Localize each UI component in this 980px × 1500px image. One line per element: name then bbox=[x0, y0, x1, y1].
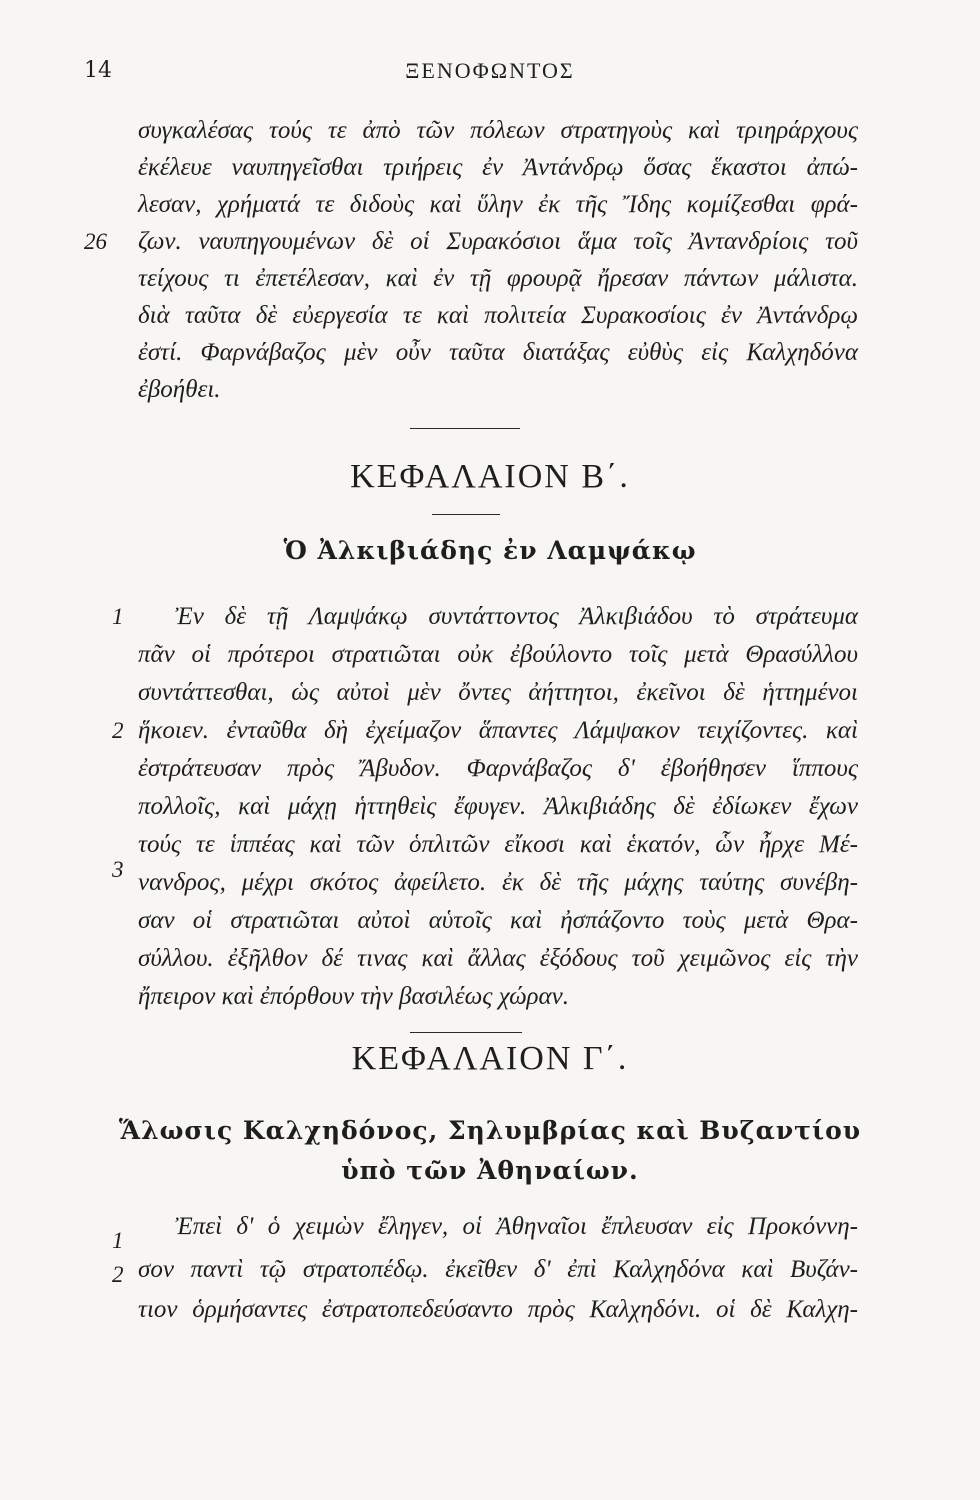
separator-rule bbox=[410, 1032, 522, 1033]
page-number: 14 bbox=[84, 58, 112, 83]
text-line: νανδρος, μέχρι σκότος ἀφείλετο. ἐκ δὲ τῆς μάχης ταύτης συνέβη- bbox=[138, 869, 858, 896]
text-line: ἥκοιεν. ἐνταῦθα δὴ ἐχείμαζον ἅπαντες Λάμψακον τειχίζοντες. καὶ bbox=[138, 717, 858, 744]
text-line: ἐστί. Φαρνάβαζος μὲν οὖν ταῦτα διατάξας εὐθὺς εἰς Καλχηδόνα bbox=[138, 339, 858, 366]
section-number: 3 bbox=[112, 857, 124, 882]
text-line: πολλοῖς, καὶ μάχῃ ἡττηθεὶς ἔφυγεν. Ἀλκιβιάδης δὲ ἐδίωκεν ἔχων bbox=[138, 793, 858, 820]
running-title: ΞΕΝΟΦΩΝΤΟΣ bbox=[405, 58, 575, 83]
heading-rule bbox=[432, 514, 500, 515]
text-line: ἐκέλευε ναυπηγεῖσθαι τριήρεις ἐν Ἀντάνδρῳ ὅσας ἕκαστοι ἀπώ- bbox=[138, 154, 858, 181]
text-line: τείχους τι ἐπετέλεσαν, καὶ ἐν τῇ φρουρᾷ ἤρεσαν πάντων μάλιστα. bbox=[138, 265, 858, 292]
text-line: Ἐν δὲ τῇ Λαμψάκῳ συντάττοντος Ἀλκιβιάδου τὸ στράτευμα bbox=[175, 603, 858, 630]
text-line: Ἐπεὶ δ' ὁ χειμὼν ἔληγεν, οἱ Ἀθηναῖοι ἔπλευσαν εἰς Προκόννη- bbox=[175, 1213, 858, 1240]
text-line: συντάττεσθαι, ὡς αὐτοὶ μὲν ὄντες ἀήττητοι, ἐκεῖνοι δὲ ἡττημένοι bbox=[138, 679, 858, 706]
text-line: ζων. ναυπηγουμένων δὲ οἱ Συρακόσιοι ἅμα τοῖς Ἀντανδρίοις τοῦ bbox=[138, 228, 858, 255]
chapter-subtitle-continued: ὑπὸ τῶν Ἀθηναίων. bbox=[341, 1156, 639, 1185]
chapter-heading: ΚΕΦΑΛΑΙΟΝ Β΄. bbox=[350, 458, 630, 495]
page-header bbox=[0, 58, 980, 88]
text-line: διὰ ταῦτα δὲ εὐεργεσία τε καὶ πολιτεία Συρακοσίοις ἐν Ἀντάνδρῳ bbox=[138, 302, 858, 329]
chapter-subtitle: Ὁ Ἀλκιβιάδης ἐν Λαμψάκῳ bbox=[283, 536, 697, 565]
text-line: τιον ὁρμήσαντες ἐστρατοπεδεύσαντο πρὸς Καλχηδόνι. οἱ δὲ Καλχη- bbox=[138, 1296, 858, 1323]
text-line: τούς τε ἱππέας καὶ τῶν ὁπλιτῶν εἴκοσι καὶ ἑκατόν, ὧν ἦρχε Μέ- bbox=[138, 831, 858, 858]
section-number: 1 bbox=[112, 1228, 124, 1253]
chapter-subtitle: Ἅλωσις Καλχηδόνος, Σηλυμβρίας καὶ Βυζαντίου bbox=[118, 1116, 862, 1145]
text-line: σον παντὶ τῷ στρατοπέδῳ. ἐκεῖθεν δ' ἐπὶ Καλχηδόνα καὶ Βυζάν- bbox=[138, 1256, 858, 1283]
text-line: σαν οἱ στρατιῶται αὐτοὶ αὑτοῖς καὶ ἠσπάζοντο τοὺς μετὰ Θρα- bbox=[138, 907, 858, 934]
text-line: λεσαν, χρήματά τε διδοὺς καὶ ὕλην ἐκ τῆς Ἴδης κομίζεσθαι φρά- bbox=[138, 191, 858, 218]
text-line: ἤπειρον καὶ ἐπόρθουν τὴν βασιλέως χώραν. bbox=[138, 983, 570, 1010]
separator-rule bbox=[410, 428, 520, 429]
text-line: συγκαλέσας τούς τε ἀπὸ τῶν πόλεων στρατηγοὺς καὶ τριηράρχους bbox=[138, 117, 858, 144]
section-number: 1 bbox=[112, 604, 124, 629]
section-number: 2 bbox=[112, 1262, 124, 1287]
text-line: πᾶν οἱ πρότεροι στρατιῶται οὐκ ἐβούλοντο τοῖς μετὰ Θρασύλλου bbox=[138, 641, 858, 668]
chapter-heading: ΚΕΦΑΛΑΙΟΝ Γ΄. bbox=[351, 1040, 629, 1077]
text-line: ἐστράτευσαν πρὸς Ἄβυδον. Φαρνάβαζος δ' ἐβοήθησεν ἵππους bbox=[138, 755, 858, 782]
text-line: ἐβοήθει. bbox=[138, 376, 221, 403]
section-number: 26 bbox=[84, 229, 107, 254]
text-line: σύλλου. ἐξῆλθον δέ τινας καὶ ἄλλας ἐξόδους τοῦ χειμῶνος εἰς τὴν bbox=[138, 945, 858, 972]
section-number: 2 bbox=[112, 718, 124, 743]
